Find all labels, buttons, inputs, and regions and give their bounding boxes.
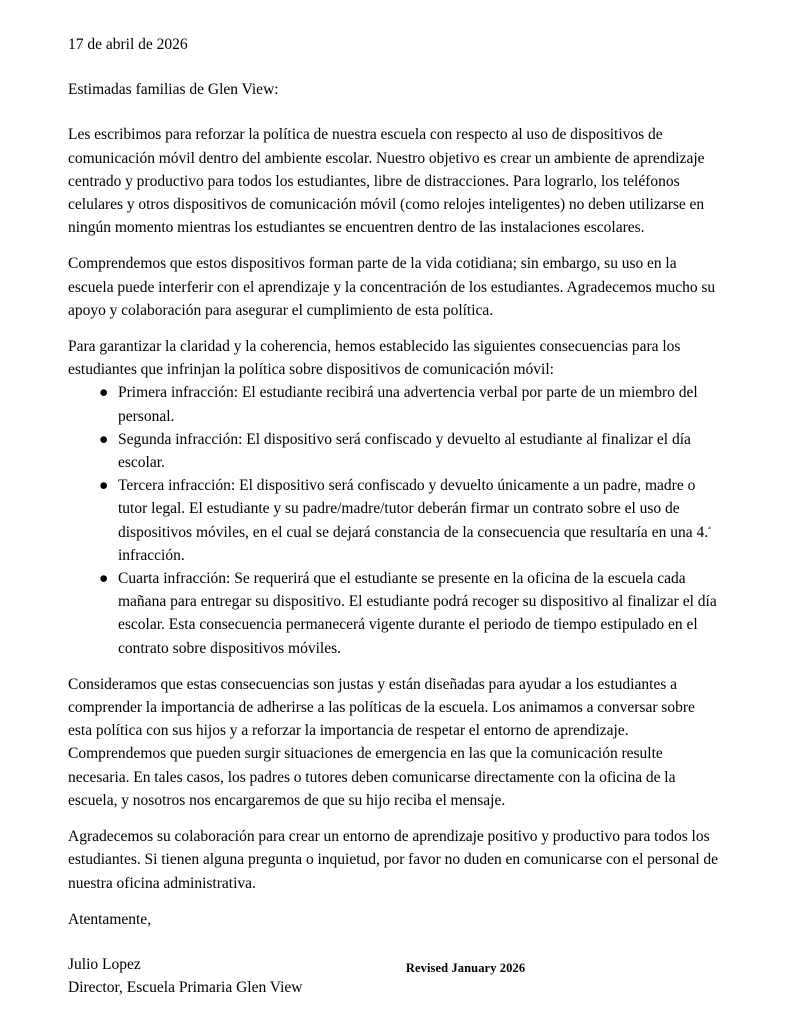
- page-footer: [0, 959, 791, 977]
- list-item: [68, 474, 721, 567]
- letter-date: 17 de abril de 2026: [68, 36, 188, 53]
- bullet-icon: ●: [99, 430, 109, 448]
- paragraph-policy-intro: Les escribimos para reforzar la política de nuestra escuela con respecto al uso de dispositivos de comunicación móvil dentro del ambiente escolar. Nuestro objetivo es crear un ambiente de aprendizaje centrado y productivo para todos los estudiantes, libre de distracciones. Para lograrlo, los teléfonos celulares y otros dispositivos de comunicación móvil (como relojes inteligentes) no deben utilizarse en ningún momento mientras los estudiantes se encuentren dentro de las instalaciones escolares.: [68, 126, 705, 237]
- paragraph-closing-thanks: Agradecemos su colaboración para crear un entorno de aprendizaje positivo y productivo para todos los estudiantes. Si tienen alguna pregunta o inquietud, por favor no duden en comunicarse con el personal de nuestra oficina administrativa.: [68, 828, 719, 892]
- list-item-text-before-ordinal: Tercera infracción: El dispositivo será confiscado y devuelto únicamente a un padre, madre o tutor legal. El estudiante y su padre/madre/tutor deberán firmar un contrato sobre el uso de dispositivos móviles, en el cual se dejará constancia de la consecuencia que resultaría en una 4.: [118, 477, 709, 541]
- bullet-icon: ●: [99, 477, 109, 495]
- letter-body: [68, 33, 721, 999]
- bullet-icon: ●: [99, 570, 109, 588]
- bullet-icon: ●: [99, 384, 109, 402]
- list-item: [68, 428, 721, 474]
- signature-name: Julio Lopez: [68, 955, 141, 973]
- list-item-text-after-ordinal: infracción.: [118, 546, 185, 564]
- ordinal-superscript: ª: [708, 524, 711, 536]
- paragraph-daily-life: Comprendemos que estos dispositivos forman parte de la vida cotidiana; sin embargo, su uso en la escuela puede interferir con el aprendizaje y la concentración de los estudiantes. Agradecemos mucho su apoyo y colaboración para asegurar el cumplimiento de esta política.: [68, 255, 716, 319]
- letter-sign-off: Atentamente,: [68, 910, 152, 928]
- list-item-text: Cuarta infracción: Se requerirá que el estudiante se presente en la oficina de la escuela cada mañana para entregar su dispositivo. El estudiante podrá recoger su dispositivo al finalizar el día escolar. Esta consecuencia permanecerá vigente durante el periodo de tiempo estipulado en el contrato sobre dispositivos móviles.: [118, 570, 717, 657]
- signature-title: Director, Escuela Primaria Glen View: [68, 979, 303, 997]
- footer-revision-text: Revised January 2026: [405, 961, 526, 975]
- list-item-text: Segunda infracción: El dispositivo será confiscado y devuelto al estudiante al finalizar el día escolar.: [118, 430, 691, 472]
- paragraph-consequences-intro: Para garantizar la claridad y la coherencia, hemos establecido las siguientes consecuencias para los estudiantes que infrinjan la política sobre dispositivos de comunicación móvil:: [68, 338, 681, 379]
- consequences-list: [68, 381, 721, 659]
- letter-salutation: Estimadas familias de Glen View:: [68, 81, 279, 99]
- list-item-text: Primera infracción: El estudiante recibirá una advertencia verbal por parte de un miembro del personal.: [118, 384, 698, 425]
- list-item: [68, 567, 721, 660]
- list-item: [68, 381, 721, 427]
- paragraph-rationale: Consideramos que estas consecuencias son justas y están diseñadas para ayudar a los estudiantes a comprender la importancia de adherirse a las políticas de la escuela. Los animamos a conversar sobre esta política con sus hijos y a reforzar la importancia de respetar el entorno de aprendizaje. Comprendemos que pueden surgir situaciones de emergencia en las que la comunicación resulte necesaria. En tales casos, los padres o tutores deben comunicarse directamente con la oficina de la escuela, y nosotros nos encargaremos de que su hijo reciba el mensaje.: [68, 675, 695, 809]
